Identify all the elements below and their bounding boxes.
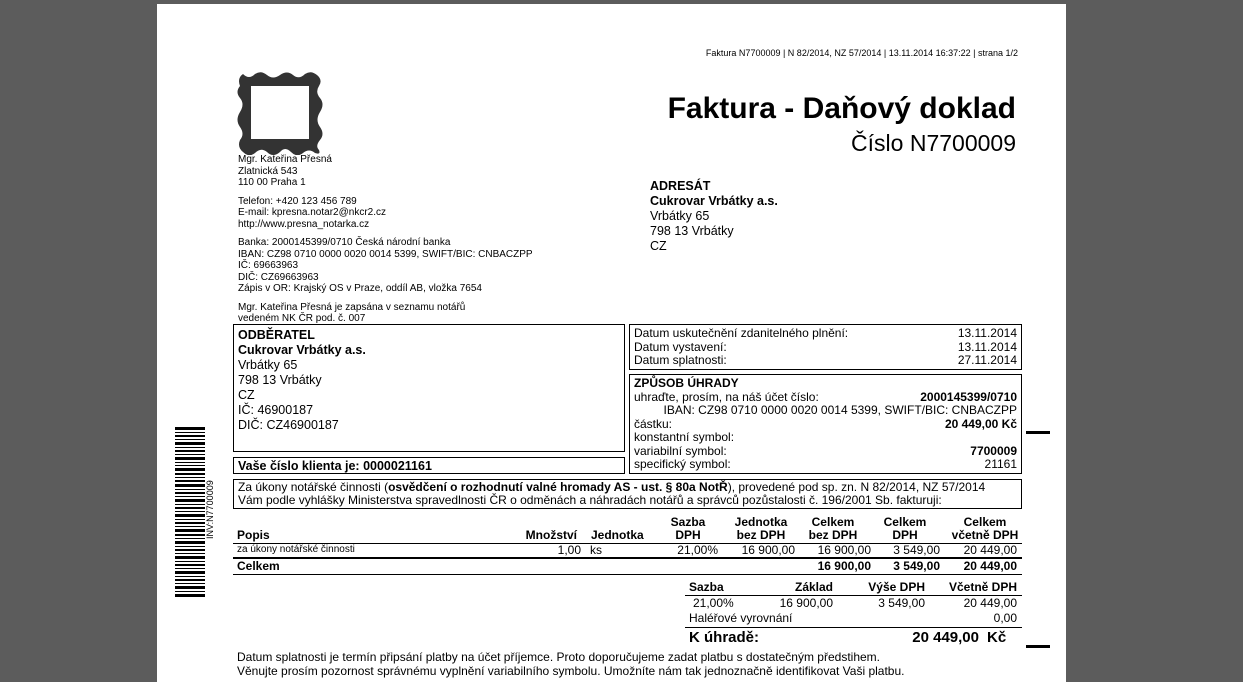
vs-label: variabilní symbol: xyxy=(634,443,727,458)
statement-box xyxy=(233,479,1022,509)
due-label: K úhradě: xyxy=(689,629,760,646)
total-bottom-rule xyxy=(233,574,1022,575)
col-sazba xyxy=(657,516,719,542)
pay-label: uhraďte, prosím, na náš účet číslo: xyxy=(634,389,819,404)
issuer-ic: IČ: 69663963 xyxy=(238,260,299,271)
footer xyxy=(237,650,904,678)
issuer-note-2: vedeném NK ČR pod. č. 007 xyxy=(238,313,366,324)
issuer-block xyxy=(238,154,533,325)
col-celkem-bez xyxy=(803,516,863,542)
issued-date-label: Datum vystavení: xyxy=(634,339,727,354)
statement-text-end: ), provedené pod sp. zn. N 82/2014, NZ 57/2014 xyxy=(727,480,986,494)
customer-ic: IČ: 46900187 xyxy=(238,403,314,417)
payment-iban: IBAN: CZ98 0710 0000 0020 0014 5399, SWIFT/BIC: CNBACZPP xyxy=(663,403,1017,417)
col-jednotka: Jednotka xyxy=(591,528,644,542)
issuer-city: 110 00 Praha 1 xyxy=(238,177,306,188)
issuer-note: Mgr. Kateřina Přesná je zapsána v seznamu notářů xyxy=(238,301,466,313)
col-cdph-1: Celkem xyxy=(883,515,927,529)
col-cdph-2: DPH xyxy=(892,528,918,542)
customer-dic: DIČ: CZ46900187 xyxy=(238,418,339,432)
total-cdph: 3 549,00 xyxy=(893,559,940,573)
customer-street: Vrbátky 65 xyxy=(238,358,298,372)
amount-label: částku: xyxy=(634,416,673,431)
vat-vyse: 3 549,00 xyxy=(878,596,925,610)
addressee-street: Vrbátky 65 xyxy=(650,209,710,223)
customer-label: ODBĚRATEL xyxy=(238,328,315,342)
issuer-phone: Telefon: +420 123 456 789 xyxy=(238,195,357,207)
due-date-label: Datum splatnosti: xyxy=(634,353,727,367)
client-number-box xyxy=(233,457,625,474)
vat-zaklad: 16 900,00 xyxy=(779,596,833,610)
col-celkem-dph xyxy=(875,516,935,542)
addressee-country: CZ xyxy=(650,239,667,253)
row-sazba: 21,00% xyxy=(677,543,718,557)
issuer-email: E-mail: kpresna.notar2@nkcr2.cz xyxy=(238,207,386,218)
customer-box xyxy=(233,324,625,452)
total-cbez: 16 900,00 xyxy=(817,559,871,573)
issuer-name: Mgr. Kateřina Přesná xyxy=(238,154,332,165)
ss-value: 21161 xyxy=(984,457,1017,471)
col-sazba-1: Sazba xyxy=(670,515,706,529)
col-jbez-1: Jednotka xyxy=(734,515,788,529)
vat-h-vcetne: Včetně DPH xyxy=(948,580,1017,594)
dates-box xyxy=(629,324,1022,370)
col-cbez-2: bez DPH xyxy=(808,528,858,542)
payment-box xyxy=(629,374,1022,474)
customer-city: 798 13 Vrbátky xyxy=(238,373,322,387)
col-cvc-1: Celkem xyxy=(963,515,1007,529)
invoice-number: Číslo N7700009 xyxy=(851,130,1016,156)
row-jbez: 16 900,00 xyxy=(741,543,795,557)
addressee-city: 798 13 Vrbátky xyxy=(650,224,734,238)
omr-mark xyxy=(1026,431,1050,434)
rounding-label: Haléřové vyrovnání xyxy=(689,611,793,625)
taxable-date-label: Datum uskutečnění zdanitelného plnění: xyxy=(634,326,849,340)
taxable-date: 13.11.2014 xyxy=(957,326,1017,340)
barcode-image xyxy=(175,427,205,597)
statement-line-2: Vám podle vyhlášky Ministerstva spravedlnosti ČR o odměnách a náhradách notářů a správců pozůstalosti č. 196/2001 Sb. fakturuji: xyxy=(238,493,942,507)
omr-mark-bottom xyxy=(1026,645,1050,648)
col-mnozstvi: Množství xyxy=(525,528,577,542)
issuer-dic: DIČ: CZ69663963 xyxy=(238,271,319,283)
total-label: Celkem xyxy=(237,559,280,573)
issuer-street: Zlatnická 543 xyxy=(238,165,298,177)
invoice-page xyxy=(157,4,1066,682)
account-number: 2000145399/0710 xyxy=(920,389,1017,404)
customer-name: Cukrovar Vrbátky a.s. xyxy=(238,343,366,357)
issuer-web: http://www.presna_notarka.cz xyxy=(238,218,370,230)
payment-amount: 20 449,00 Kč xyxy=(944,416,1017,431)
row-popis: za úkony notářské činnosti xyxy=(237,544,355,555)
due-currency: Kč xyxy=(987,629,1007,646)
addressee-name: Cukrovar Vrbátky a.s. xyxy=(650,194,778,208)
invoice-title: Faktura - Daňový doklad xyxy=(667,92,1016,125)
col-popis: Popis xyxy=(237,528,270,542)
vat-h-vyse: Výše DPH xyxy=(868,580,925,594)
statement-text: Za úkony notářské činnosti ( xyxy=(238,480,389,494)
frame-logo-icon xyxy=(235,70,325,155)
barcode-text: INV:N7700009 xyxy=(205,480,215,539)
issuer-bank: Banka: 2000145399/0710 Česká národní banka xyxy=(238,237,451,248)
header-meta: Faktura N7700009 | N 82/2014, NZ 57/2014 | 13.11.2014 16:37:22 | strana 1/2 xyxy=(705,48,1018,58)
vat-h-zaklad: Základ xyxy=(794,580,833,594)
col-cvc-2: včetně DPH xyxy=(951,528,1019,542)
row-cbez: 16 900,00 xyxy=(817,543,871,557)
vat-sazba: 21,00% xyxy=(693,596,734,610)
vat-h-sazba: Sazba xyxy=(689,580,724,594)
issuer-register: Zápis v OR: Krajský OS v Praze, oddíl AB, vložka 7654 xyxy=(238,283,482,294)
addressee-label: ADRESÁT xyxy=(650,179,711,193)
row-cvc: 20 449,00 xyxy=(963,543,1017,557)
statement-subject: osvědčení o rozhodnutí valné hromady AS - ust. § 80a NotŘ xyxy=(388,480,728,494)
issuer-iban: IBAN: CZ98 0710 0000 0020 0014 5399, SWIFT/BIC: CNBACZPP xyxy=(238,248,533,260)
vat-vcetne: 20 449,00 xyxy=(963,596,1017,610)
col-jbez-2: bez DPH xyxy=(736,528,786,542)
issued-date: 13.11.2014 xyxy=(957,339,1017,354)
total-cvc: 20 449,00 xyxy=(963,559,1017,573)
col-celkem-vc xyxy=(947,516,1023,542)
footer-line-1: Datum splatnosti je termín připsání platby na účet příjemce. Proto doporučujeme zadat platbu s dostatečným předstihem. xyxy=(237,650,880,664)
client-number: Vaše číslo klienta je: 0000021161 xyxy=(238,459,432,473)
col-sazba-2: DPH xyxy=(675,528,701,542)
row-jednotka: ks xyxy=(590,543,602,557)
ss-label: specifický symbol: xyxy=(634,457,731,471)
addressee-block xyxy=(650,179,778,254)
col-cbez-1: Celkem xyxy=(811,515,855,529)
row-cdph: 3 549,00 xyxy=(893,543,940,557)
col-jednotka-bez xyxy=(725,516,797,542)
rounding-value: 0,00 xyxy=(993,611,1017,625)
row-mnozstvi: 1,00 xyxy=(557,543,581,557)
due-date: 27.11.2014 xyxy=(957,353,1017,367)
ks-label: konstantní symbol: xyxy=(634,430,735,444)
vs-value: 7700009 xyxy=(970,443,1017,458)
due-amount: 20 449,00 xyxy=(912,629,979,646)
customer-country: CZ xyxy=(238,388,255,402)
footer-line-2: Věnujte prosím pozornost správnému vyplnění variabilního symbolu. Umožníte nám tak jednoznačně identifikovat Vaši platbu. xyxy=(237,664,905,678)
payment-label: ZPŮSOB ÚHRADY xyxy=(634,376,739,390)
due-rule xyxy=(685,627,1022,628)
